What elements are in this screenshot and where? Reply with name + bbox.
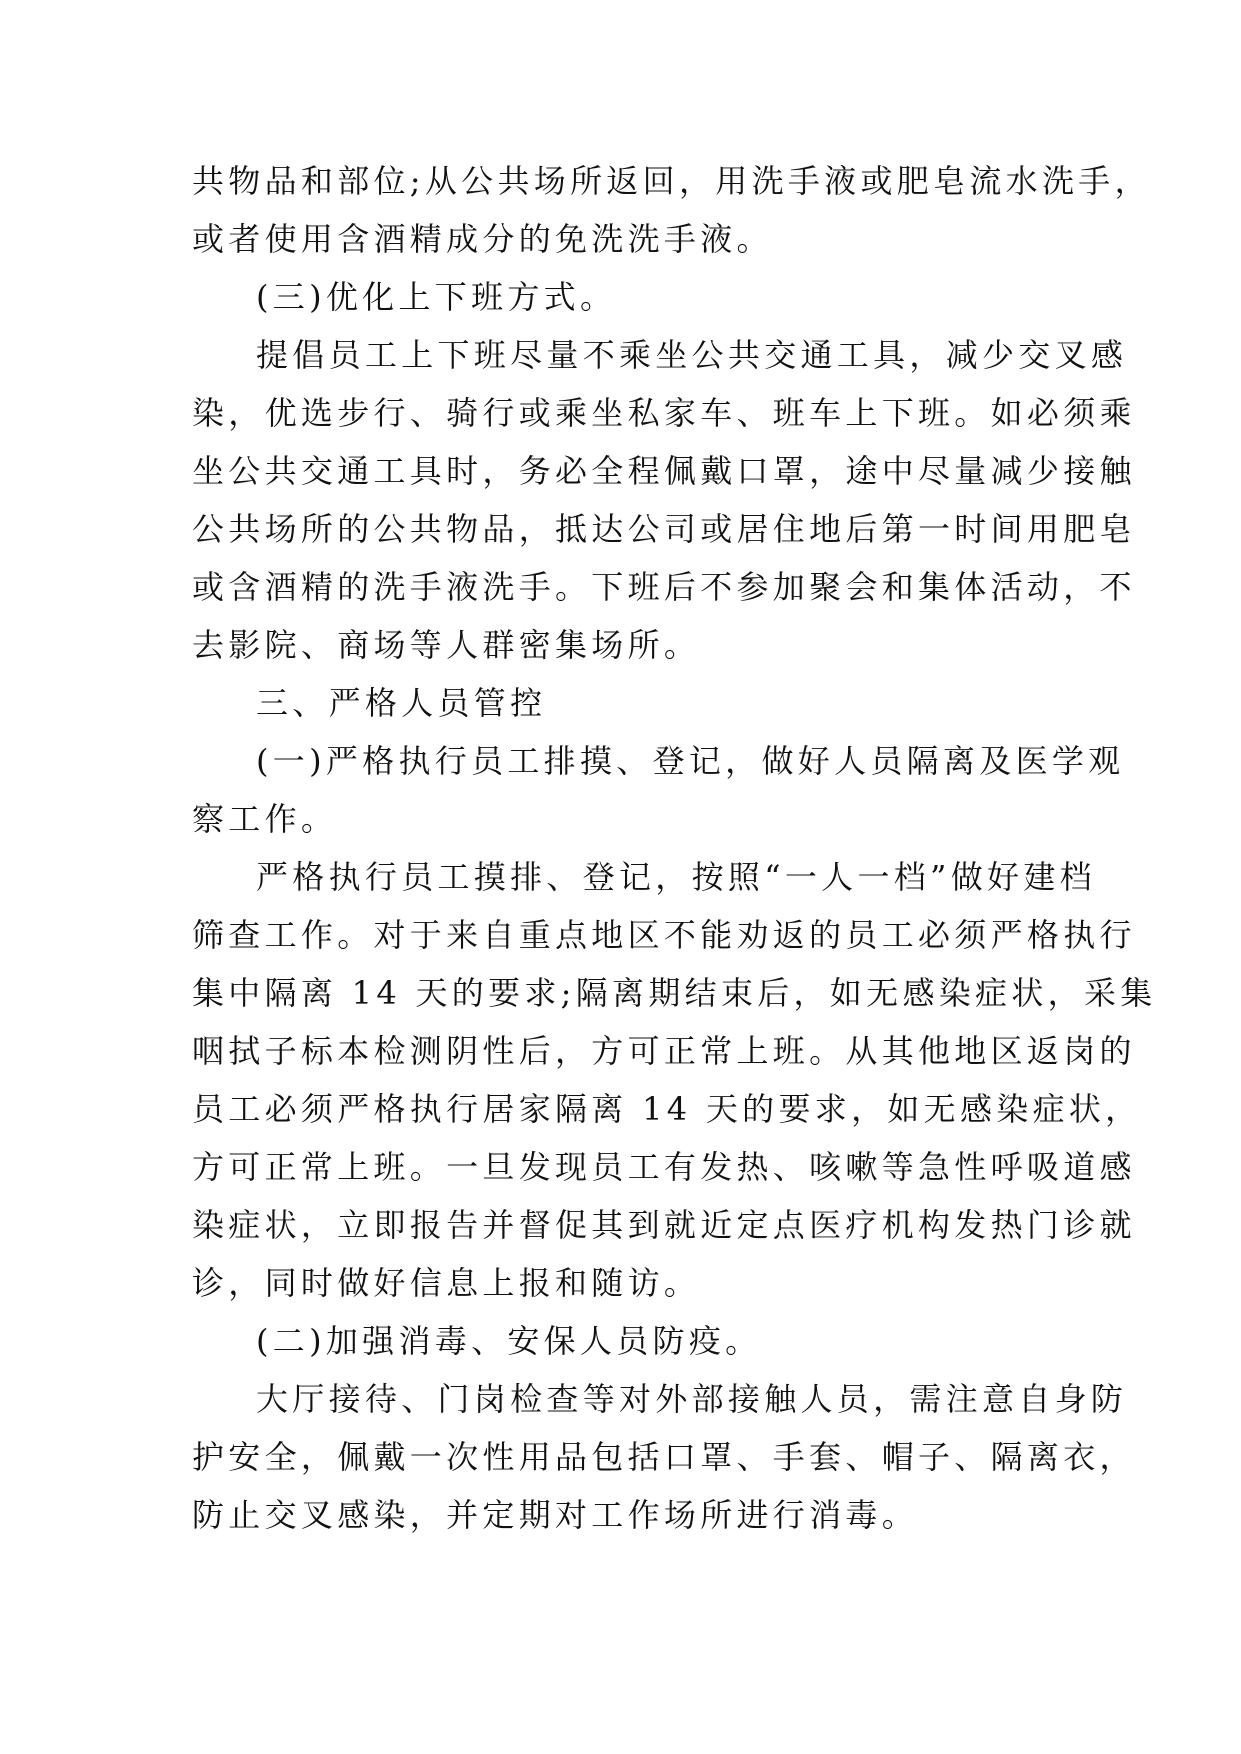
text-line: 察工作。 [192, 800, 338, 838]
text-line: 员工必须严格执行居家隔离 14 天的要求，如无感染症状， [192, 1090, 1142, 1128]
text-line: 大厅接待、门岗检查等对外部接触人员，需注意自身防 [256, 1380, 1128, 1418]
document-body [192, 152, 1157, 1544]
text-line: 或者使用含酒精成分的免洗洗手液。 [192, 220, 773, 258]
text-line: 咽拭子标本检测阴性后，方可正常上班。从其他地区返岗的 [192, 1032, 1136, 1070]
text-line: 共物品和部位;从公共场所返回，用洗手液或肥皂流水洗手， [192, 162, 1151, 200]
section-heading: (三)优化上下班方式。 [256, 278, 617, 316]
text-line: 诊，同时做好信息上报和随访。 [192, 1264, 701, 1302]
section-heading: (一)严格执行员工排摸、登记，做好人员隔离及医学观 [256, 742, 1125, 780]
text-line: 筛查工作。对于来自重点地区不能劝返的员工必须严格执行 [192, 916, 1136, 954]
section-heading: (二)加强消毒、安保人员防疫。 [256, 1322, 762, 1360]
text-line: 去影院、商场等人群密集场所。 [192, 626, 701, 664]
text-line: 提倡员工上下班尽量不乘坐公共交通工具，减少交叉感 [256, 336, 1128, 374]
text-line: 严格执行员工摸排、登记，按照“一人一档”做好建档 [256, 858, 1096, 896]
text-line: 集中隔离 14 天的要求;隔离期结束后，如无感染症状，采集 [192, 974, 1157, 1012]
section-heading: 三、严格人员管控 [256, 684, 547, 722]
text-line: 染，优选步行、骑行或乘坐私家车、班车上下班。如必须乘 [192, 394, 1136, 432]
text-line: 染症状，立即报告并督促其到就近定点医疗机构发热门诊就 [192, 1206, 1136, 1244]
text-line: 坐公共交通工具时，务必全程佩戴口罩，途中尽量减少接触 [192, 452, 1136, 490]
text-line: 护安全，佩戴一次性用品包括口罩、手套、帽子、隔离衣， [192, 1438, 1136, 1476]
text-line: 公共场所的公共物品，抵达公司或居住地后第一时间用肥皂 [192, 510, 1136, 548]
text-line: 或含酒精的洗手液洗手。下班后不参加聚会和集体活动，不 [192, 568, 1136, 606]
text-line: 防止交叉感染，并定期对工作场所进行消毒。 [192, 1496, 919, 1534]
text-line: 方可正常上班。一旦发现员工有发热、咳嗽等急性呼吸道感 [192, 1148, 1136, 1186]
